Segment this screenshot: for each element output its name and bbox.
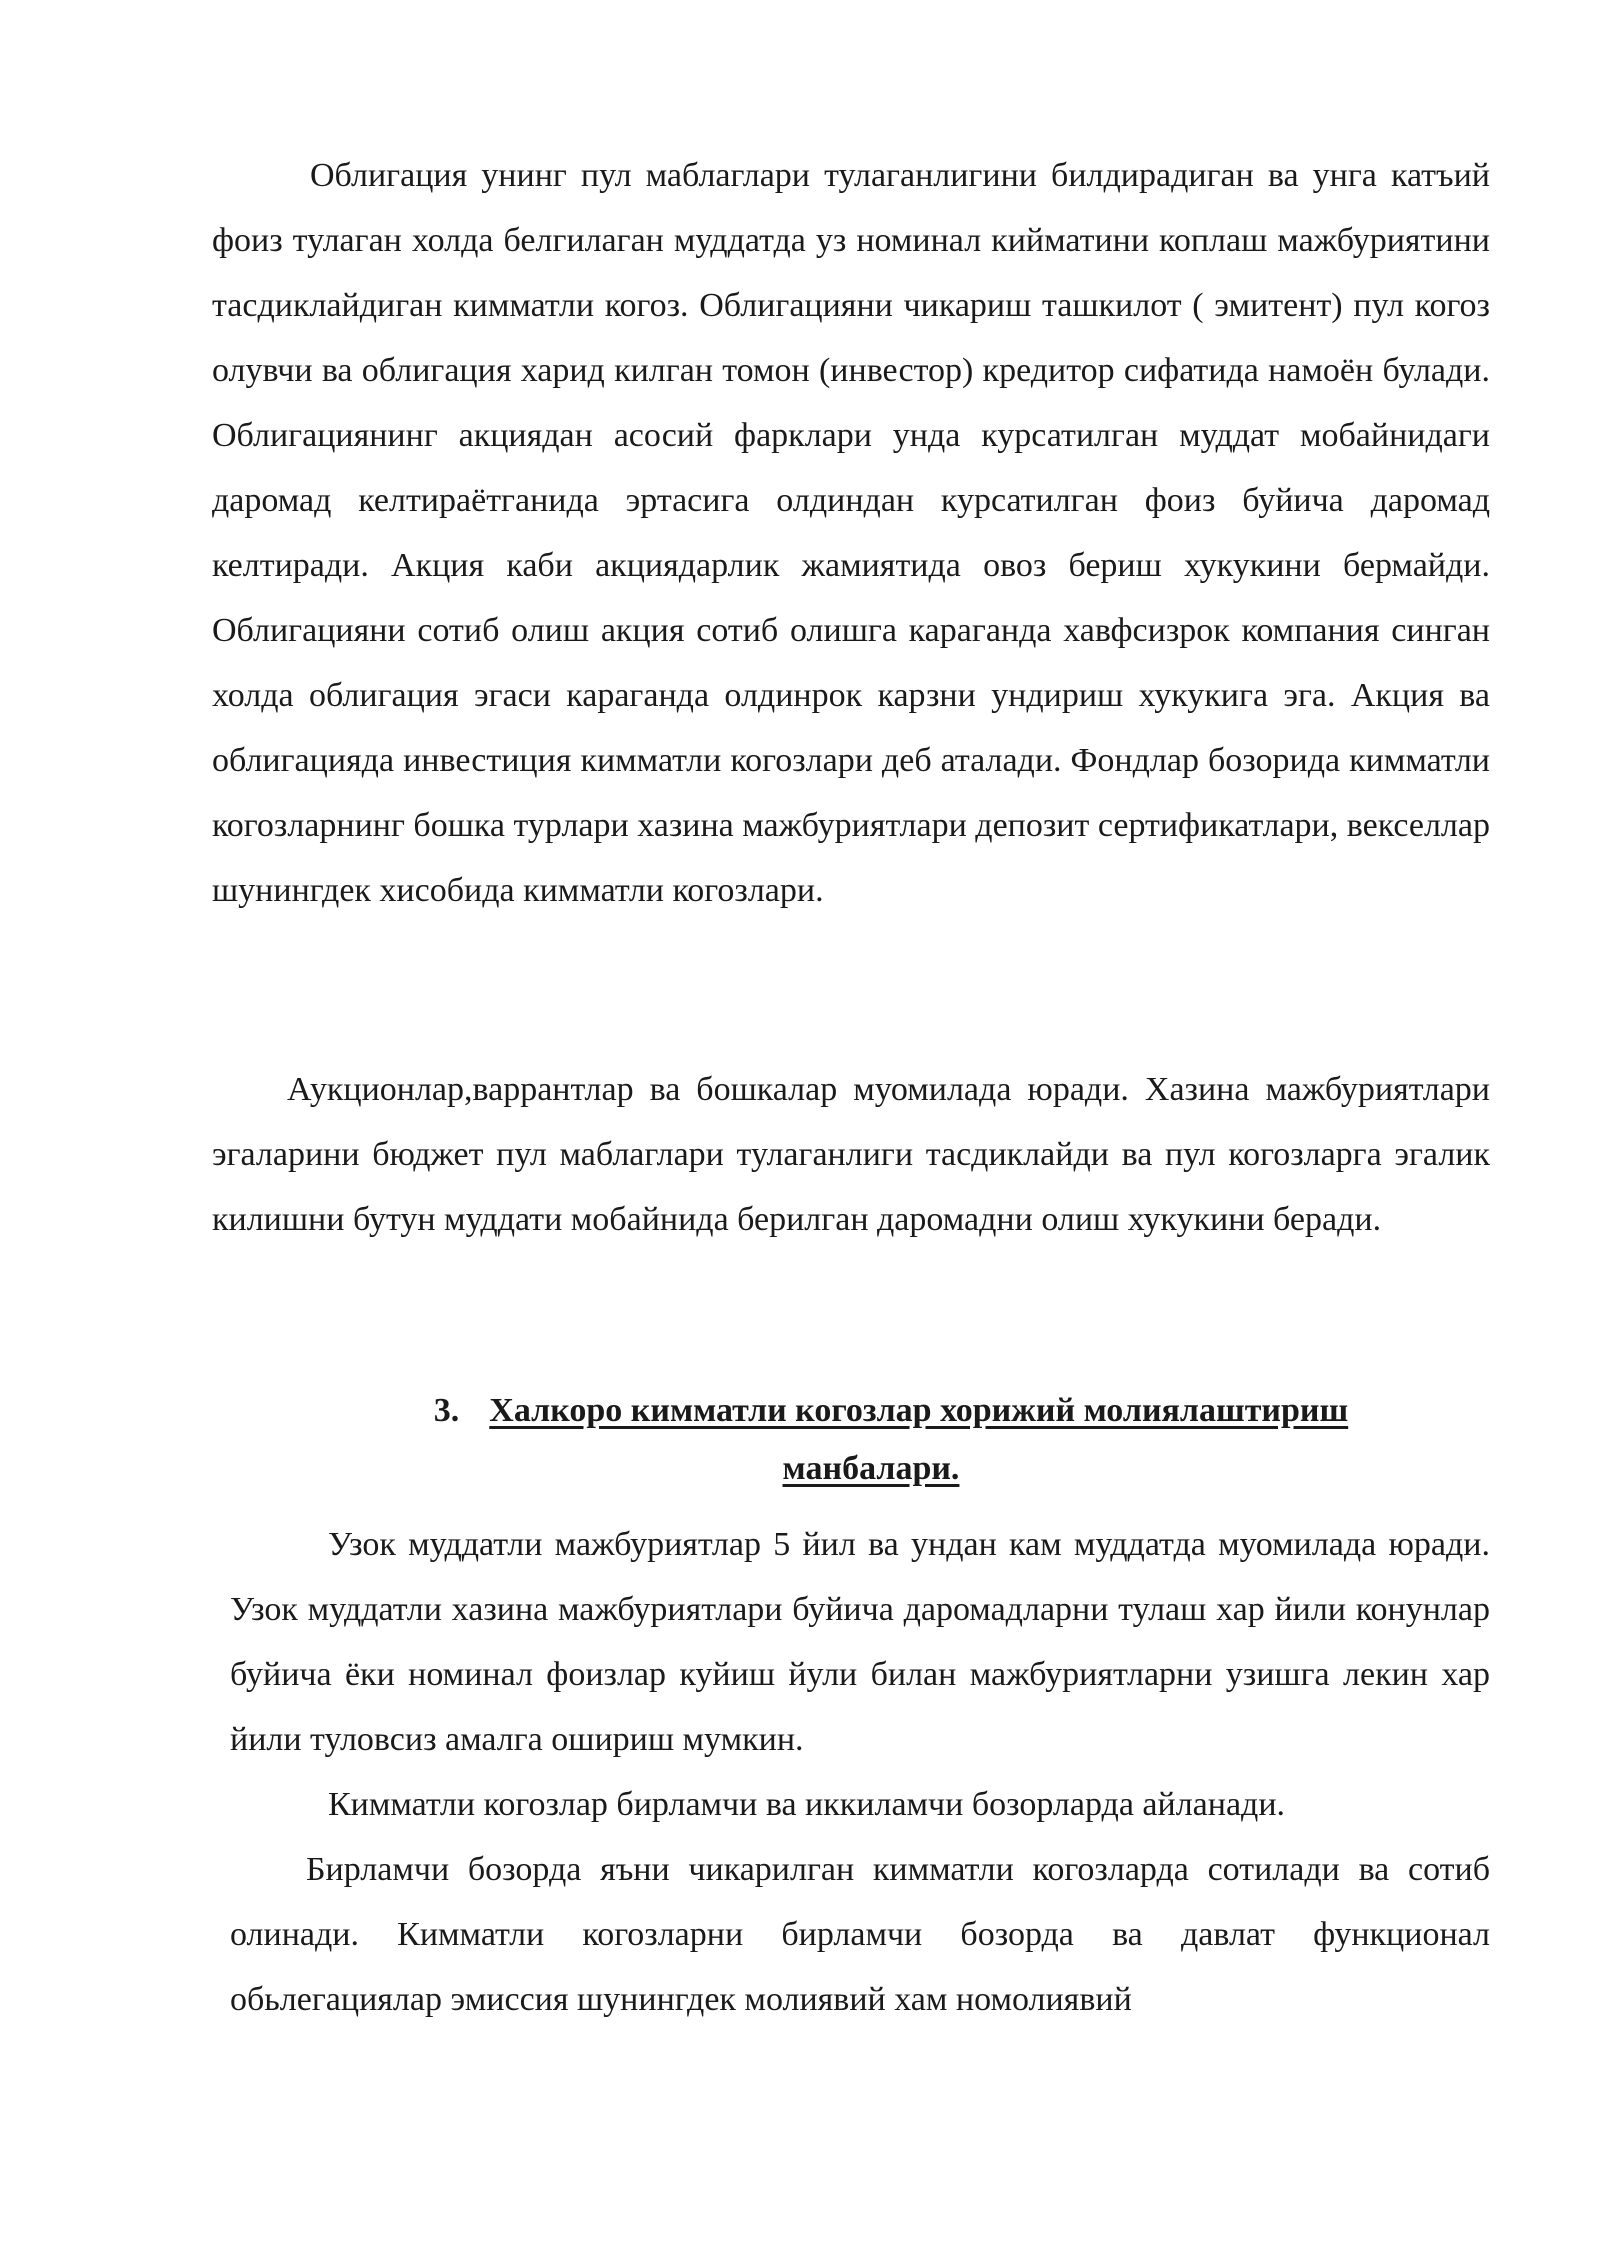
- paragraph-treasury-obligations: Аукционлар,варрантлар ва бошкалар муомилада юради. Хазина мажбуриятлари эгаларини бюджет пул маблаглари тулаганлиги тасдиклайди ва пул когозларга эгалик килишни бутун муддати мобайнида берилган даромадни олиш хукукини беради.: [212, 1071, 1490, 1238]
- paragraph-long-term-obligations: Узок муддатли мажбуриятлар 5 йил ва ундан кам муддатда муомилада юради. Узок муддатли хазина мажбуриятлари буйича даромадларни тулаш хар йили конунлар буйича ёки номинал фоизлар куйиш йули билан мажбуриятларни узишга лекин хар йили туловсиз амалга ошириш мумкин.: [230, 1526, 1490, 1758]
- section-heading: [212, 1382, 1490, 1498]
- section-title-line-2: манбалари.: [782, 1450, 960, 1487]
- paragraph-markets: Кимматли когозлар бирламчи ва иккиламчи бозорларда айланади.: [328, 1786, 1286, 1823]
- section-title-line-1: Халкоро кимматли когозлар хорижий молиялаштириш: [489, 1392, 1349, 1429]
- section-number: 3.: [433, 1392, 460, 1429]
- paragraph-primary-market: Бирламчи бозорда яъни чикарилган кимматли когозларда сотилади ва сотиб олинади. Кимматли когозларни бирламчи бозорда ва давлат функционал обьлегациялар эмиссия шунингдек молиявий хам номолиявий: [230, 1851, 1490, 2018]
- paragraph-bonds-definition: Облигация унинг пул маблаглари тулаганлигини билдирадиган ва унга катъий фоиз тулаган холда белгилаган муддатда уз номинал кийматини коплаш мажбуриятини тасдиклайдиган кимматли когоз. Облигацияни чикариш ташкилот ( эмитент) пул когоз олувчи ва облигация харид килган томон (инвестор) кредитор сифатида намоён булади. Облигациянинг акциядан асосий фарклари унда курсатилган муддат мобайнидаги даромад келтираётганида эртасига олдиндан курсатилган фоиз буйича даромад келтиради. Акция каби акциядарлик жамиятида овоз бериш хукукини бермайди. Облигацияни сотиб олиш акция сотиб олишга караганда хавфсизрок компания синган холда облигация эгаси караганда олдинрок карзни ундириш хукукига эга. Акция ва облигацияда инвестиция кимматли когозлари деб аталади. Фондлар бозорида кимматли когозларнинг бошка турлари хазина мажбуриятлари депозит сертификатлари, векселлар шунингдек хисобида кимматли когозлари.: [212, 157, 1490, 909]
